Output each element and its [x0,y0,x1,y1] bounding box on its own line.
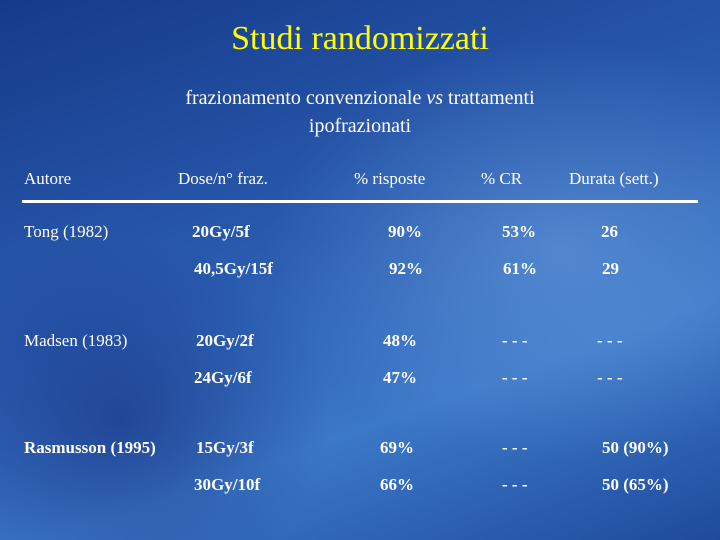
subtitle-vs: vs [426,87,444,109]
table-cell-risposte: 66% [380,475,414,494]
table-cell-durata: 50 (90%) [602,438,669,457]
table-cell-dose: 15Gy/3f [196,438,254,457]
table-cell-cr: - - - [502,438,528,457]
table-cell-cr: 61% [503,259,537,278]
table-cell-dose: 20Gy/2f [196,331,254,350]
table-cell-durata: 29 [602,259,619,278]
subtitle-text-post: trattamenti [443,87,535,109]
table-cell-dose: 30Gy/10f [194,475,261,494]
header-dose: Dose/n° fraz. [178,169,268,188]
table-cell-dose: 20Gy/5f [192,222,250,241]
table-cell-autore: Rasmusson (1995) [24,438,156,457]
subtitle-text-pre: frazionamento convenzionale [185,87,427,109]
table-cell-risposte: 92% [389,259,423,278]
table-cell-risposte: 69% [380,438,414,457]
slide-title: Studi randomizzati [231,20,489,57]
table-cell-durata: - - - [597,368,623,387]
slide-subtitle [0,84,720,140]
table-cell-autore: Madsen (1983) [24,331,128,350]
table-cell-cr: - - - [502,368,528,387]
header-risposte: % risposte [354,169,426,188]
table-cell-dose: 24Gy/6f [194,368,252,387]
subtitle-line-1 [0,84,720,112]
table-cell-risposte: 47% [383,368,417,387]
table-cell-durata: 26 [601,222,618,241]
subtitle-line-2: ipofrazionati [308,115,412,137]
table-cell-durata: 50 (65%) [602,475,669,494]
header-durata: Durata (sett.) [569,169,659,188]
table-cell-durata: - - - [597,331,623,350]
table-cell-risposte: 48% [383,331,417,350]
header-divider [22,200,698,203]
table-cell-dose: 40,5Gy/15f [194,259,273,278]
table-cell-cr: - - - [502,331,528,350]
table-cell-cr: 53% [502,222,536,241]
table-cell-risposte: 90% [388,222,422,241]
table-cell-autore: Tong (1982) [24,222,109,241]
header-autore: Autore [24,169,72,188]
header-cr: % CR [481,169,523,188]
table-cell-cr: - - - [502,475,528,494]
